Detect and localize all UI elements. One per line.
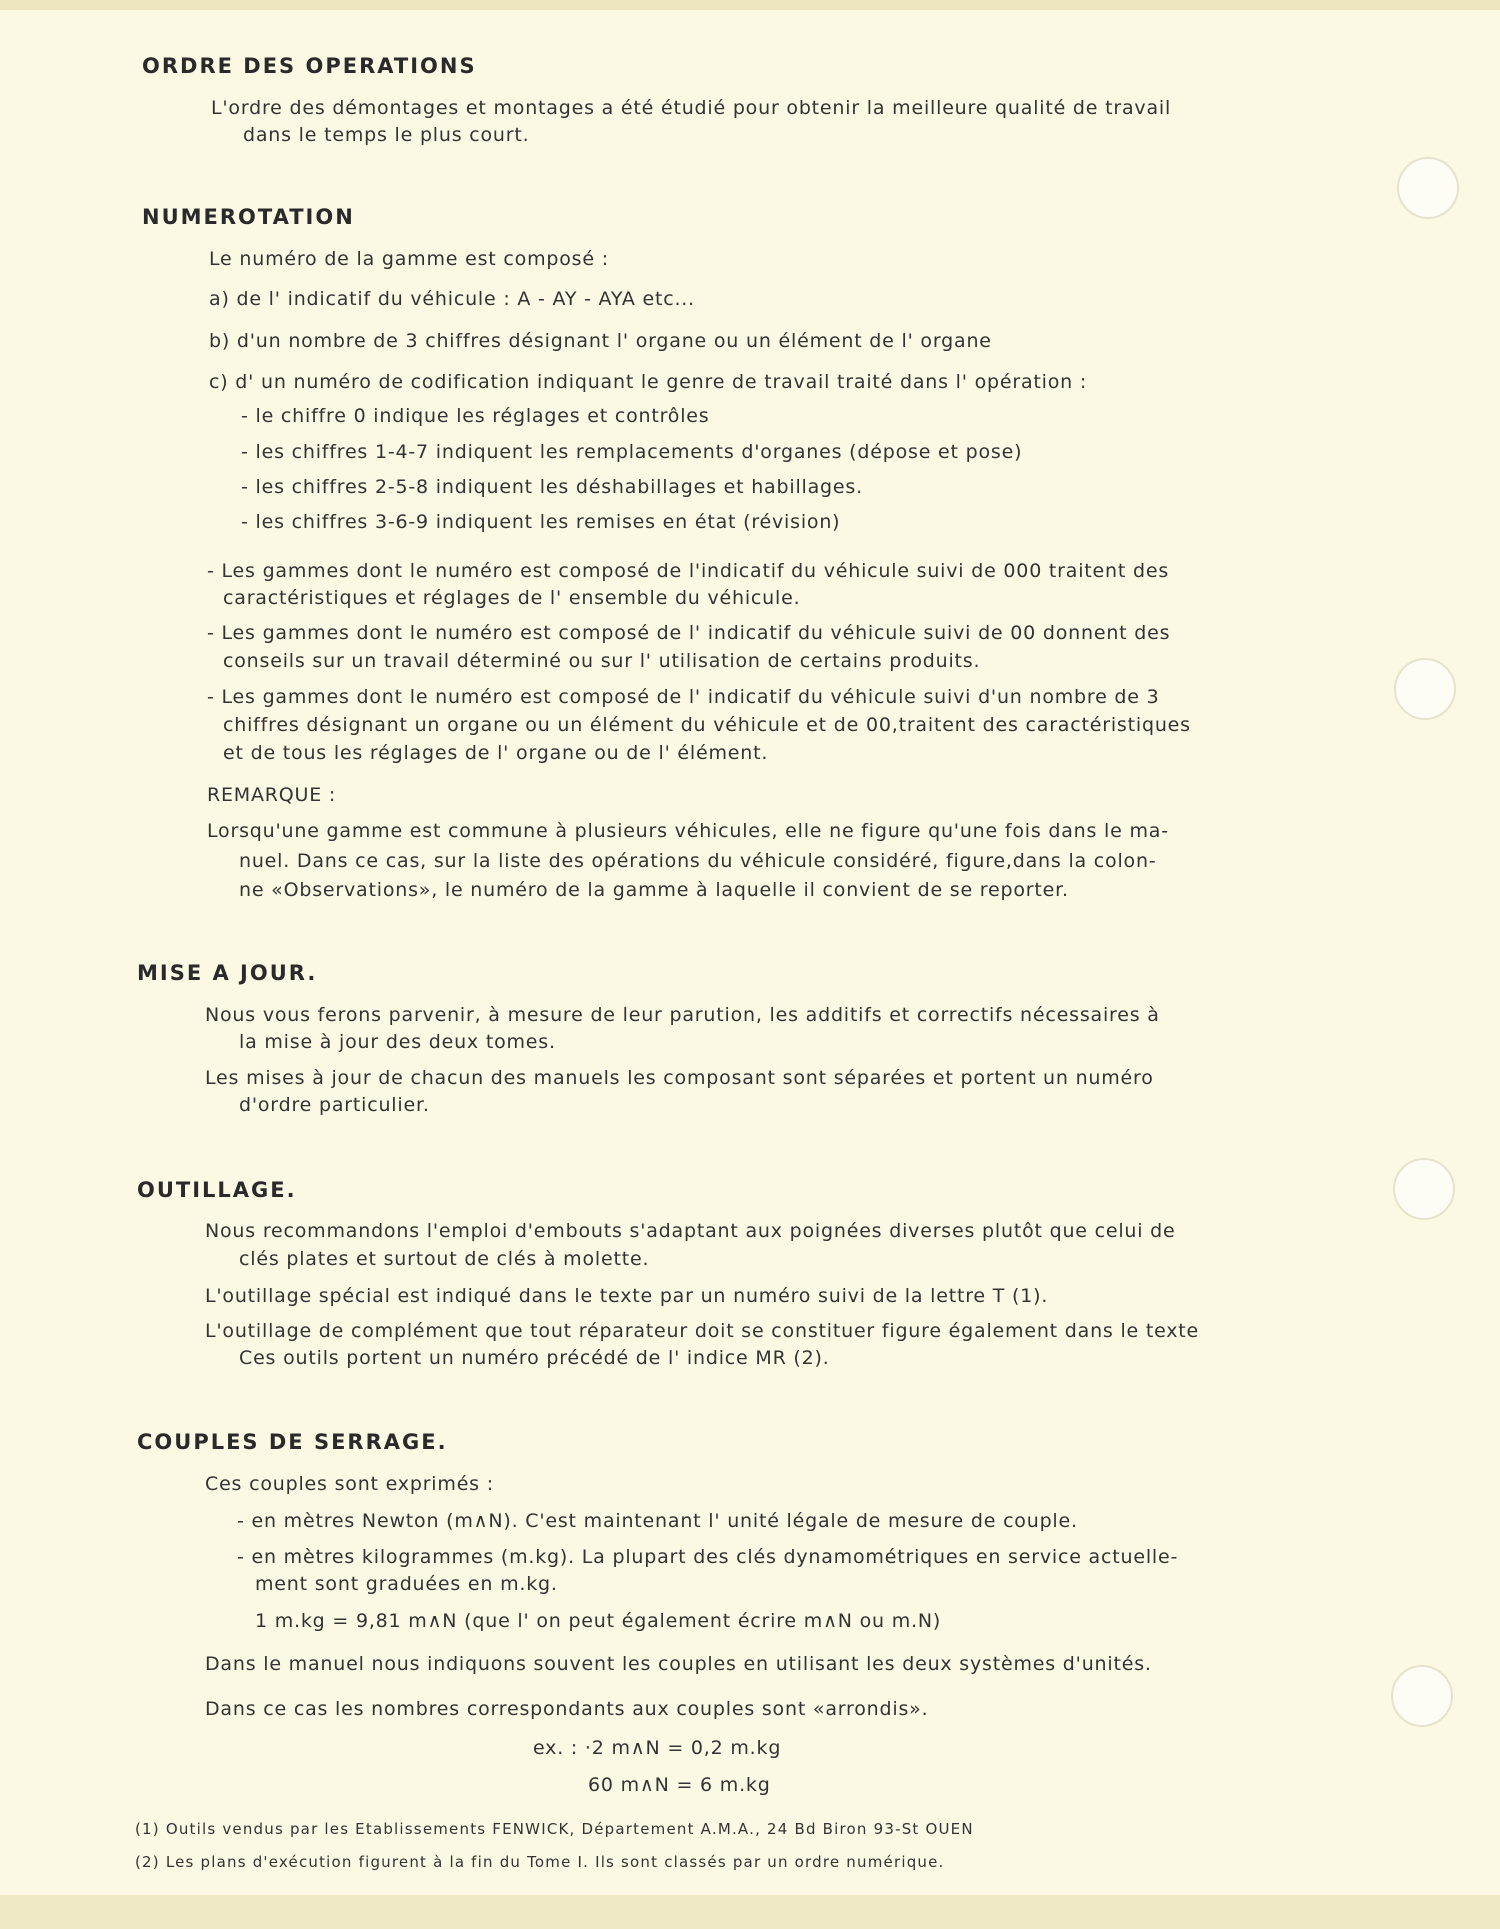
punch-hole-1 — [1397, 157, 1459, 219]
section-title-ordre: ORDRE DES OPERATIONS — [142, 54, 477, 78]
couples-item-mkg-line-1: - en mètres kilogrammes (m.kg). La plupart des clés dynamométriques en service actuelle- — [237, 1546, 1179, 1568]
codification-369: - les chiffres 3-6-9 indiquent les remises en état (révision) — [241, 511, 841, 533]
gamme-organe-line-3: et de tous les réglages de l' organe ou de l' élément. — [223, 742, 769, 764]
outillage-p1-line-1: Nous recommandons l'emploi d'embouts s'adaptant aux poignées diverses plutôt que celui de — [205, 1220, 1176, 1242]
page-bottom-edge — [0, 1895, 1500, 1929]
couples-intro: Ces couples sont exprimés : — [205, 1473, 494, 1495]
codification-0: - le chiffre 0 indique les réglages et contrôles — [241, 405, 710, 427]
couples-item-mkg-line-2: ment sont graduées en m.kg. — [255, 1573, 558, 1595]
couples-p2: Dans ce cas les nombres correspondants aux couples sont «arrondis». — [205, 1698, 929, 1720]
remarque-line-3: ne «Observations», le numéro de la gamme à laquelle il convient de se reporter. — [239, 879, 1069, 901]
gamme-00-line-1: - Les gammes dont le numéro est composé de l' indicatif du véhicule suivi de 00 donnent des — [207, 622, 1171, 644]
couples-equivalence: 1 m.kg = 9,81 m∧N (que l' on peut également écrire m∧N ou m.N) — [255, 1610, 942, 1632]
numerotation-item-c: c) d' un numéro de codification indiquant le genre de travail traité dans l' opération : — [209, 371, 1088, 393]
gamme-organe-line-1: - Les gammes dont le numéro est composé de l' indicatif du véhicule suivi d'un nombre de 3 — [207, 686, 1160, 708]
section-title-mise-a-jour: MISE A JOUR. — [137, 961, 318, 985]
numerotation-item-b: b) d'un nombre de 3 chiffres désignant l' organe ou un élément de l' organe — [209, 330, 992, 352]
outillage-p3-line-2: Ces outils portent un numéro précédé de l' indice MR (2). — [239, 1347, 830, 1369]
mise-p2-line-2: d'ordre particulier. — [239, 1094, 430, 1116]
codification-147: - les chiffres 1-4-7 indiquent les remplacements d'organes (dépose et pose) — [241, 441, 1023, 463]
numerotation-intro: Le numéro de la gamme est composé : — [209, 248, 609, 270]
codification-258: - les chiffres 2-5-8 indiquent les déshabillages et habillages. — [241, 476, 863, 498]
punch-hole-3 — [1393, 1158, 1455, 1220]
outillage-p1-line-2: clés plates et surtout de clés à molette. — [239, 1248, 650, 1270]
ordre-text-line-1: L'ordre des démontages et montages a été étudié pour obtenir la meilleure qualité de travail — [211, 97, 1172, 119]
gamme-000-line-2: caractéristiques et réglages de l' ensemble du véhicule. — [223, 587, 801, 609]
mise-p1-line-2: la mise à jour des deux tomes. — [239, 1031, 556, 1053]
punch-hole-2 — [1394, 658, 1456, 720]
gamme-00-line-2: conseils sur un travail déterminé ou sur l' utilisation de certains produits. — [223, 650, 981, 672]
section-title-couples: COUPLES DE SERRAGE. — [137, 1430, 448, 1454]
remarque-label: REMARQUE : — [207, 784, 337, 806]
punch-hole-4 — [1391, 1665, 1453, 1727]
footnote-2: (2) Les plans d'exécution figurent à la fin du Tome I. Ils sont classés par un ordre numérique. — [135, 1853, 945, 1871]
section-title-numerotation: NUMEROTATION — [142, 205, 355, 229]
couples-item-newton: - en mètres Newton (m∧N). C'est maintenant l' unité légale de mesure de couple. — [237, 1510, 1078, 1532]
couples-example-2: 60 m∧N = 6 m.kg — [588, 1774, 771, 1796]
couples-example-1: ex. : ·2 m∧N = 0,2 m.kg — [533, 1737, 782, 1759]
section-title-outillage: OUTILLAGE. — [137, 1178, 297, 1202]
ordre-text-line-2: dans le temps le plus court. — [243, 124, 530, 146]
gamme-000-line-1: - Les gammes dont le numéro est composé de l'indicatif du véhicule suivi de 000 traitent des — [207, 560, 1170, 582]
page-top-edge — [0, 0, 1500, 10]
remarque-line-2: nuel. Dans ce cas, sur la liste des opérations du véhicule considéré, figure,dans la colon- — [239, 850, 1157, 872]
mise-p1-line-1: Nous vous ferons parvenir, à mesure de leur parution, les additifs et correctifs nécessaires à — [205, 1004, 1160, 1026]
couples-p1: Dans le manuel nous indiquons souvent les couples en utilisant les deux systèmes d'unités. — [205, 1653, 1152, 1675]
gamme-organe-line-2: chiffres désignant un organe ou un élément du véhicule et de 00,traitent des caractéristiques — [223, 714, 1191, 736]
mise-p2-line-1: Les mises à jour de chacun des manuels les composant sont séparées et portent un numéro — [205, 1067, 1154, 1089]
outillage-p3-line-1: L'outillage de complément que tout réparateur doit se constituer figure également dans le texte — [205, 1320, 1200, 1342]
numerotation-item-a: a) de l' indicatif du véhicule : A - AY - AYA etc... — [209, 288, 695, 310]
remarque-line-1: Lorsqu'une gamme est commune à plusieurs véhicules, elle ne figure qu'une fois dans le ma- — [207, 820, 1169, 842]
footnote-1: (1) Outils vendus par les Etablissements FENWICK, Département A.M.A., 24 Bd Biron 93-St OUEN — [135, 1820, 974, 1838]
outillage-p2: L'outillage spécial est indiqué dans le texte par un numéro suivi de la lettre T (1). — [205, 1285, 1049, 1307]
